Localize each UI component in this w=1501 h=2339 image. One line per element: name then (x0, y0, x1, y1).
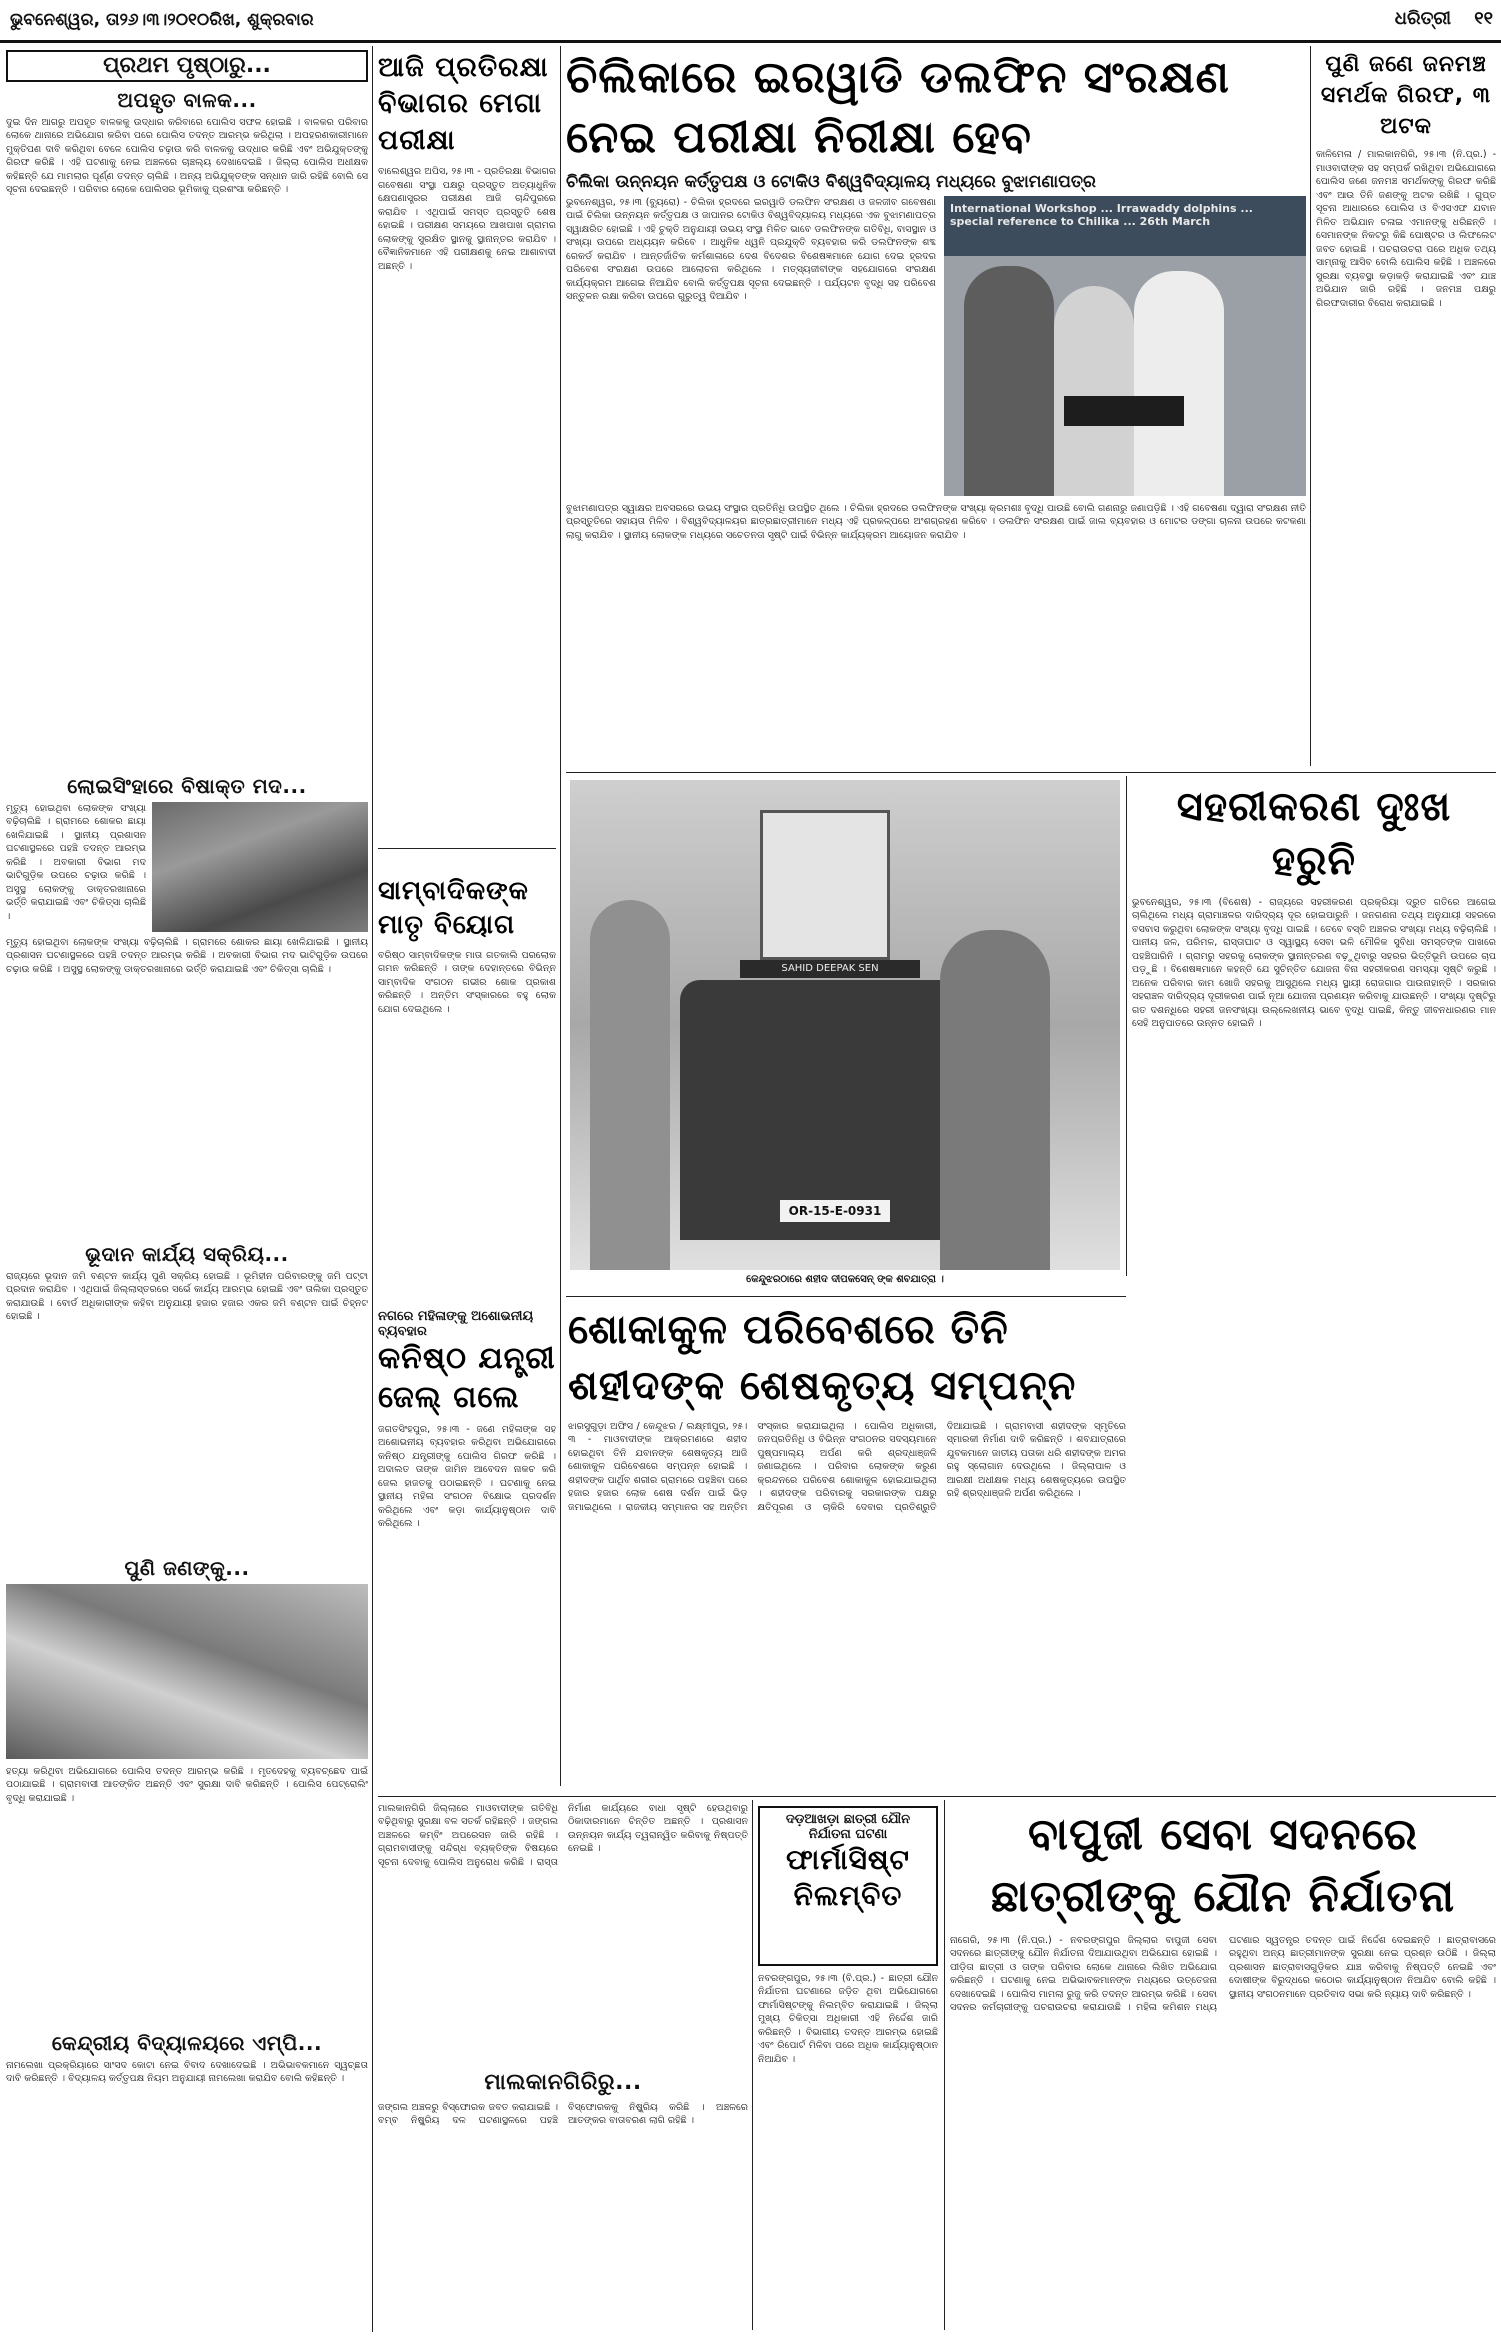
pharmacist-box (758, 1806, 938, 1966)
masthead (0, 0, 1501, 44)
funeral-photo (570, 780, 1120, 1270)
malkangiri-body: ଜଙ୍ଗଲ ଅଞ୍ଚଳରୁ ବିସ୍ଫୋରକ ଜବତ କରାଯାଇଛି । ବମ୍ବ ନିଷ୍କ୍ରିୟ ଦଳ ଘଟଣାସ୍ଥଳରେ ପହଞ୍ଚି ବିସ୍ଫୋରକକୁ ନିଷ୍କ୍ରିୟ କରିଛି । ଅଞ୍ଚଳରେ ଆତଙ୍କର ବାତାବରଣ ଲାଗି ରହିଛି । (378, 2102, 748, 2127)
crowd-left (590, 900, 670, 1270)
poison-liquor-row (6, 802, 368, 932)
bapuji-body: ନାଗେରି, ୨୫।୩ (ନି.ପ୍ର.) - ନବରଙ୍ଗପୁର ଜିଲ୍ଲାର ବାପୁଜୀ ସେବା ସଦନରେ ଛାତ୍ରୀଙ୍କୁ ଯୌନ ନିର୍ଯାତନା ଦିଆଯାଉଥିବା ଅଭିଯୋଗ ହୋଇଛି । ପୀଡ଼ିତା ଛାତ୍ରୀ ଓ ତାଙ୍କ ପରିବାର ଲୋକେ ଥାନାରେ ଲିଖିତ ଅଭିଯୋଗ କରିଛନ୍ତି । ଘଟଣାକୁ ନେଇ ଅଭିଭାବକମାନଙ୍କ ମଧ୍ୟରେ ଉତ୍ତେଜନା ଦେଖାଦେଇଛି । ପୋଲିସ ମାମଲା ରୁଜୁ କରି ତଦନ୍ତ ଆରମ୍ଭ କରିଛି । ସେବା ସଦନର କର୍ମଚାରୀଙ୍କୁ ପଚରାଉଚରା କରାଯାଉଛି । ମହିଳା କମିଶନ ମଧ୍ୟ ଘଟଣାର ସ୍ୱତନ୍ତ୍ର ତଦନ୍ତ ପାଇଁ ନିର୍ଦ୍ଦେଶ ଦେଇଛନ୍ତି । ଛାତ୍ରାବାସରେ ରହୁଥିବା ଅନ୍ୟ ଛାତ୍ରୀମାନଙ୍କ ସୁରକ୍ଷା ନେଇ ପ୍ରଶ୍ନ ଉଠିଛି । ଜିଲ୍ଲା ପ୍ରଶାସନ ଛାତ୍ରାବାସଗୁଡ଼ିକର ଯାଞ୍ଚ କରିବାକୁ ନିଷ୍ପତ୍ତି ନେଇଛି ଏବଂ ଦୋଷୀଙ୍କ ବିରୁଦ୍ଧରେ କଠୋର କାର୍ଯ୍ୟାନୁଷ୍ଠାନ ନିଆଯିବ ବୋଲି କହିଛି । ସ୍ଥାନୀୟ ସଂଗଠନମାନେ ପ୍ରତିବାଦ ସଭା କରି ନ୍ୟାୟ ଦାବି କରିଛନ୍ତି । (950, 1935, 1496, 2014)
front-page-continued-title: ପ୍ରଥମ ପୃଷ୍ଠାରୁ... (6, 50, 368, 82)
janamanch-body: କାଳିମେଳା / ମାଲକାନଗିରି, ୨୫।୩ (ନି.ପ୍ର.) - ମାଓବାଦୀଙ୍କ ସହ ସମ୍ପର୍କ ରଖିଥିବା ଅଭିଯୋଗରେ ପୋଲିସ ଜଣେ ଜନମଞ୍ଚ ସମର୍ଥକଙ୍କୁ ଗିରଫ କରିଛି ଏବଂ ଆଉ ତିନି ଜଣଙ୍କୁ ଅଟକ ରଖିଛି । ଗୁପ୍ତ ସୂଚନା ଆଧାରରେ ପୋଲିସ ଓ ବିଏସଏଫ ଯବାନ ମିଳିତ ଅଭିଯାନ ଚଳାଇ ଏମାନଙ୍କୁ ଧରିଛନ୍ତି । ସେମାନଙ୍କ ନିକଟରୁ କିଛି ପୋଷ୍ଟର ଓ ଲିଫଲେଟ ଜବତ ହୋଇଛି । ପଚରାଉଚରା ପରେ ଅଧିକ ତଥ୍ୟ ସାମ୍ନାକୁ ଆସିବ ବୋଲି ପୋଲିସ କହିଛି । ଅଞ୍ଚଳରେ ସୁରକ୍ଷା ବ୍ୟବସ୍ଥା କଡ଼ାକଡ଼ି କରାଯାଇଛି ଏବଂ ଯାଞ୍ଚ ଅଭିଯାନ ଜାରି ରହିଛି । ଜନମଞ୍ଚ ପକ୍ଷରୁ ଗିରଫଦାରୀର ବିରୋଧ କରାଯାଇଛି । (1316, 149, 1496, 309)
rule-col2 (378, 848, 556, 849)
bapuji-headline-line-1: ବାପୁଜୀ ସେବା ସଦନରେ (1027, 1809, 1419, 1860)
pharmacist-kicker: ଦଡ଼ଆଖଡ଼ା ଛାତ୍ରୀ ଯୌନ ନିର୍ଯାତନା ଘଟଣା (785, 1812, 911, 1842)
journalist-mother-body: ବରିଷ୍ଠ ସାମ୍ବାଦିକଙ୍କ ମାତା ଗତକାଲି ପରଲୋକ ଗମନ କରିଛନ୍ତି । ତାଙ୍କ ଦେହାନ୍ତରେ ବିଭିନ୍ନ ସାମ୍ବାଦିକ ସଂଗଠନ ଗଭୀର ଶୋକ ପ୍ରକାଶ କରିଛନ୍ତି । ଅନ୍ତିମ ସଂସ୍କାରରେ ବହୁ ଲୋକ ଯୋଗ ଦେଇଥିଲେ । (378, 949, 556, 1015)
janamanch-headline: ପୁଣି ଜଣେ ଜନମଞ୍ଚ ସମର୍ଥକ ଗିରଫ, ୩ ଅଟକ (1320, 52, 1492, 139)
rule-v5 (752, 1800, 753, 2330)
kv-mp-heading: କେନ୍ଦ୍ରୀୟ ବିଦ୍ୟାଳୟରେ ଏମ୍ପି... (51, 2031, 323, 2055)
martyrs-story (568, 1302, 1126, 1792)
journalist-mother-headline: ସାମ୍ବାଦିକଙ୍କ ମାତୃ ବିୟୋଗ (378, 876, 529, 941)
defence-test-headline: ଆଜି ପ୍ରତିରକ୍ଷା ବିଭାଗର ମେଗା ପରୀକ୍ଷା (378, 52, 549, 156)
abducted-boy-body: ଦୁଇ ଦିନ ଆଗରୁ ଅପହୃତ ବାଳକକୁ ଉଦ୍ଧାର କରିବାରେ ପୋଲିସ ସଫଳ ହୋଇଛି । ବାଳକର ପରିବାର ଲୋକେ ଥାନାରେ ଅଭିଯୋଗ କରିବା ପରେ ପୋଲିସ ତଦନ୍ତ ଆରମ୍ଭ କରିଥିଲା । ଅପହରଣକାରୀମାନେ ମୁକ୍ତିପଣ ଦାବି କରିଥିବା ବେଳେ ପୋଲିସ ଚଢ଼ାଉ କରି ବାଳକକୁ ଉଦ୍ଧାର କରିଛି ଏବଂ ଅଭିଯୁକ୍ତଙ୍କୁ ଗିରଫ କରିଛି । ଏହି ଘଟଣାକୁ ନେଇ ଅଞ୍ଚଳରେ ଚାଞ୍ଚଲ୍ୟ ଦେଖାଦେଇଛି । ଜିଲ୍ଲା ପୋଲିସ ଅଧୀକ୍ଷକ କହିଛନ୍ତି ଯେ ମାମଲାର ପୂର୍ଣ୍ଣ ତଦନ୍ତ ଚାଲିଛି । ଅନ୍ୟ ଅଭିଯୁକ୍ତଙ୍କ ସନ୍ଧାନ ଜାରି ରହିଛି ବୋଲି ସେ ସୂଚନା ଦେଇଛନ୍ତି । ପରିବାର ଲୋକେ ପୋଲିସର ଭୂମିକାକୁ ପ୍ରଶଂସା କରିଛନ୍ତି । (6, 117, 368, 196)
poison-liquor-body: ମୃତ୍ୟୁ ହୋଇଥିବା ଲୋକଙ୍କ ସଂଖ୍ୟା ବଢ଼ିଚାଲିଛି । ଗ୍ରାମରେ ଶୋକର ଛାୟା ଖେଳିଯାଇଛି । ସ୍ଥାନୀୟ ପ୍ରଶାସନ ଘଟଣାସ୍ଥଳରେ ପହଞ୍ଚି ତଦନ୍ତ ଆରମ୍ଭ କରିଛି । ଅବକାରୀ ବିଭାଗ ମଦ ଭାଟିଗୁଡ଼ିକ ଉପରେ ଚଢ଼ାଉ କରିଛି । ଅସୁସ୍ଥ ଲୋକଙ୍କୁ ଡାକ୍ତରଖାନାରେ ଭର୍ତ୍ତି କରାଯାଇଛି ଏବଂ ଚିକିତ୍ସା ଚାଲିଛି । (6, 803, 146, 922)
lead-headline-line-1: ଚିଲିକାରେ ଇରୱାଡି ଡଲଫିନ ସଂରକ୍ଷଣ (566, 52, 1230, 103)
rule-h-funeral (566, 1296, 1126, 1297)
rule-h-bottom (378, 1796, 1496, 1797)
bapuji-headline-line-2: ଛାତ୍ରୀଙ୍କୁ ଯୌନ ନିର୍ଯାତନା (990, 1871, 1456, 1922)
engineer-body: ଜଗତସିଂହପୁର, ୨୫।୩ - ଜଣେ ମହିଳାଙ୍କ ସହ ଅଶୋଭନୀୟ ବ୍ୟବହାର କରିଥିବା ଅଭିଯୋଗରେ କନିଷ୍ଠ ଯନ୍ତ୍ରୀଙ୍କୁ ପୋଲିସ ଗିରଫ କରିଛି । ଅଦାଲତ ତାଙ୍କ ଜାମିନ ଆବେଦନ ନାକଚ କରି ଜେଲ ହାଜତକୁ ପଠାଇଛନ୍ତି । ଘଟଣାକୁ ନେଇ ସ୍ଥାନୀୟ ମହିଳା ସଂଗଠନ ବିକ୍ଷୋଭ ପ୍ରଦର୍ଶନ କରିଥିଲେ ଏବଂ କଡ଼ା କାର୍ଯ୍ୟାନୁଷ୍ଠାନ ଦାବି କରିଥିଲେ । (378, 1423, 556, 1530)
liquor-photo (152, 802, 368, 932)
bottom-middle-body: ମାଲକାନଗିରି ଜିଲ୍ଲାରେ ମାଓବାଦୀଙ୍କ ଗତିବିଧି ବଢ଼ିଥିବାରୁ ସୁରକ୍ଷା ବଳ ସତର୍କ ରହିଛନ୍ତି । ଜଙ୍ଗଲ ଅଞ୍ଚଳରେ କମ୍ବିଂ ଅପରେସନ ଜାରି ରହିଛି । ଗ୍ରାମବାସୀଙ୍କୁ ସନ୍ଦିଗ୍ଧ ବ୍ୟକ୍ତିଙ୍କ ବିଷୟରେ ସୂଚନା ଦେବାକୁ ପୋଲିସ ଅନୁରୋଧ କରିଛି । ରାସ୍ତା ନିର୍ମାଣ କାର୍ଯ୍ୟରେ ବାଧା ସୃଷ୍ଟି ହେଉଥିବାରୁ ଠିକାଦାରମାନେ ଚିନ୍ତିତ ଅଛନ୍ତି । ପ୍ରଶାସନ ଉନ୍ନୟନ କାର୍ଯ୍ୟ ତ୍ୱରାନ୍ୱିତ କରିବାକୁ ନିଷ୍ପତ୍ତି ନେଇଛି । (378, 1803, 748, 1868)
pharmacist-headline: ଫାର୍ମାସିଷ୍ଟ ନିଲମ୍ବିତ (786, 1843, 910, 1913)
mou-photo (944, 196, 1306, 496)
urbanization-headline: ସହରୀକରଣ ଦୁଃଖ ହରୁନି (1176, 784, 1452, 884)
martyrs-body: ଝାରସୁଗୁଡ଼ା ଅଫିସ / କେନ୍ଦୁଝର / ଲକ୍ଷ୍ମୀପୁର, ୨୫।୩ - ମାଓବାଦୀଙ୍କ ଆକ୍ରମଣରେ ଶହୀଦ ହୋଇଥିବା ତିନି ଯବାନଙ୍କ ଶେଷକୃତ୍ୟ ଆଜି ଶୋକାକୁଳ ପରିବେଶରେ ସମ୍ପନ୍ନ ହୋଇଛି । ଶହୀଦଙ୍କ ପାର୍ଥିବ ଶରୀର ଗ୍ରାମରେ ପହଞ୍ଚିବା ପରେ ହଜାର ହଜାର ଲୋକ ଶେଷ ଦର୍ଶନ ପାଇଁ ଭିଡ଼ ଜମାଇଥିଲେ । ରାଜକୀୟ ସମ୍ମାନର ସହ ଅନ୍ତିମ ସଂସ୍କାର କରାଯାଇଥିଲା । ପୋଲିସ ଅଧିକାରୀ, ଜନପ୍ରତିନିଧି ଓ ବିଭିନ୍ନ ସଂଗଠନର ସଦସ୍ୟମାନେ ପୁଷ୍ପମାଲ୍ୟ ଅର୍ପଣ କରି ଶ୍ରଦ୍ଧାଞ୍ଜଳି ଜଣାଇଥିଲେ । ପରିବାର ଲୋକଙ୍କ କରୁଣ କ୍ରନ୍ଦନରେ ପରିବେଶ ଶୋକାକୁଳ ହୋଇଯାଇଥିଲା । ଶହୀଦଙ୍କ ପରିବାରକୁ ସରକାରଙ୍କ ପକ୍ଷରୁ କ୍ଷତିପୂରଣ ଓ ଚାକିରି ଦେବାର ପ୍ରତିଶ୍ରୁତି ଦିଆଯାଇଛି । ଗ୍ରାମବାସୀ ଶହୀଦଙ୍କ ସ୍ମୃତିରେ ସ୍ମାରକୀ ନିର୍ମାଣ ଦାବି କରିଛନ୍ତି । ଶବଯାତ୍ରାରେ ଯୁବକମାନେ ଜାତୀୟ ପତାକା ଧରି ଶହୀଦଙ୍କ ଅମର ରହୁ ସ୍ଲୋଗାନ ଦେଉଥିଲେ । ଜିଲ୍ଲାପାଳ ଓ ଆରକ୍ଷୀ ଅଧୀକ୍ଷକ ମଧ୍ୟ ଶେଷକୃତ୍ୟରେ ଉପସ୍ଥିତ ରହି ଶ୍ରଦ୍ଧାଞ୍ଜଳି ଅର୍ପଣ କରିଥିଲେ । (568, 1421, 1126, 1513)
masthead-rule (0, 40, 1501, 43)
bottom-middle (378, 1802, 748, 2330)
rule-v4 (1126, 776, 1127, 1276)
poison-liquor-heading: ଲୋଇସିଂହାରେ ବିଷାକ୍ତ ମଦ... (67, 774, 307, 798)
rule-v1 (372, 46, 373, 2332)
number-plate: OR-15-E-0931 (780, 1200, 890, 1222)
document-folder (1064, 396, 1184, 426)
one-more-body: ହତ୍ୟା କରିଥିବା ଅଭିଯୋଗରେ ପୋଲିସ ତଦନ୍ତ ଆରମ୍ଭ କରିଛି । ମୃତଦେହକୁ ବ୍ୟବଚ୍ଛେଦ ପାଇଁ ପଠାଯାଇଛି । ଗ୍ରାମବାସୀ ଆତଙ୍କିତ ଅଛନ୍ତି ଏବଂ ସୁରକ୍ଷା ଦାବି କରିଛନ୍ତି । ପୋଲିସ ପେଟ୍ରୋଲିଂ ବୃଦ୍ଧି କରାଯାଇଛି । (6, 1766, 368, 1804)
page-number: ୧୧ (1474, 8, 1493, 29)
funeral-caption: କେନ୍ଦୁଝରଠାରେ ଶହୀଦ ଦୀପକସେନ୍ ଙ୍କ ଶବଯାତ୍ରା । (746, 1274, 944, 1285)
rule-v2 (560, 46, 561, 1786)
left-column (6, 50, 368, 2330)
urbanization-story (1132, 780, 1496, 1790)
column-2 (378, 50, 556, 1790)
vehicle-banner: SAHID DEEPAK SEN (740, 960, 920, 978)
engineer-kicker: ନଗରେ ମହିଳାଙ୍କୁ ଅଶୋଭନୀୟ ବ୍ୟବହାର (378, 1308, 534, 1339)
malkangiri-heading: ମାଲକାନଗିରିରୁ... (484, 2070, 642, 2095)
rule-v6 (944, 1800, 945, 2330)
workshop-banner: International Workshop ... Irrawaddy dolphins ... special reference to Chilika ... 26th March (944, 196, 1306, 256)
martyrs-headline-line-2: ଶହୀଦଙ୍କ ଶେଷକୃତ୍ୟ ସମ୍ପନ୍ନ (568, 1363, 1077, 1409)
engineer-headline: କନିଷ୍ଠ ଯନ୍ତ୍ରୀ ଜେଲ୍ ଗଲେ (378, 1340, 556, 1415)
lead-story (566, 48, 1306, 768)
martyr-portrait (760, 810, 890, 960)
person-3 (1134, 271, 1224, 496)
crowd-person (940, 930, 1050, 1270)
dateline: ଭୁବନେଶ୍ୱର, ତା୨୬।୩।୨୦୧୦ରିଖ, ଶୁକ୍ରବାର (10, 10, 314, 30)
lead-body: ଭୁବନେଶ୍ୱର, ୨୫।୩ (ବ୍ୟୁରୋ) - ଚିଲିକା ହ୍ରଦରେ ଇରୱାଡି ଡଲଫିନ ସଂରକ୍ଷଣ ଓ ଜଳଜୀବ ଗବେଷଣା ପାଇଁ ଚିଲିକା ଉନ୍ନୟନ କର୍ତ୍ତୃପକ୍ଷ ଓ ଜାପାନର ଟୋକିଓ ବିଶ୍ୱବିଦ୍ୟାଳୟ ମଧ୍ୟରେ ଏକ ବୁଝାମଣାପତ୍ର ସ୍ୱାକ୍ଷରିତ ହୋଇଛି । ଏହି ଚୁକ୍ତି ଅନୁଯାୟୀ ଉଭୟ ସଂସ୍ଥା ମିଳିତ ଭାବେ ଡଲଫିନଙ୍କ ଗତିବିଧି, ବାସସ୍ଥାନ ଓ ସଂଖ୍ୟା ଉପରେ ଅଧ୍ୟୟନ କରିବେ । ଆଧୁନିକ ଧ୍ୱନି ପ୍ରଯୁକ୍ତି ବ୍ୟବହାର କରି ଡଲଫିନଙ୍କ ଶବ୍ଦ ରେକର୍ଡ କରାଯିବ । ଆନ୍ତର୍ଜାତିକ କର୍ମଶାଳାରେ ଦେଶ ବିଦେଶର ବିଶେଷଜ୍ଞମାନେ ଯୋଗ ଦେଇ ହ୍ରଦର ପରିବେଶ ସଂରକ୍ଷଣ ଉପରେ ଆଲୋଚନା କରିଥିଲେ । ମତ୍ସ୍ୟଜୀବୀଙ୍କ ସହଯୋଗରେ ସଂରକ୍ଷଣ କାର୍ଯ୍ୟକ୍ରମ ଆଗେଇ ନିଆଯିବ ବୋଲି କର୍ତ୍ତୃପକ୍ଷ ସୂଚନା ଦେଇଛନ୍ତି । ପର୍ଯ୍ୟଟନ ବୃଦ୍ଧି ସହ ପରିବେଶ ସନ୍ତୁଳନ ରକ୍ଷା କରିବା ଉପରେ ଗୁରୁତ୍ୱ ଦିଆଯିବ । (566, 197, 936, 303)
martyrs-headline-line-1: ଶୋକାକୁଳ ପରିବେଶରେ ତିନି (568, 1307, 1009, 1353)
rule-h-lead (566, 772, 1496, 773)
bapuji-story (950, 1804, 1496, 2330)
bhoodan-body: ରାଜ୍ୟରେ ଭୂଦାନ ଜମି ବଣ୍ଟନ କାର୍ଯ୍ୟ ପୁଣି ସକ୍ରିୟ ହୋଇଛି । ଭୂମିହୀନ ପରିବାରଙ୍କୁ ଜମି ପଟ୍ଟା ପ୍ରଦାନ କରାଯିବ । ଏଥିପାଇଁ ଜିଲ୍ଲାସ୍ତରରେ ସର୍ଭେ କାର୍ଯ୍ୟ ଆରମ୍ଭ ହୋଇଛି ଏବଂ ତାଲିକା ପ୍ରସ୍ତୁତ କରାଯାଉଛି । ବୋର୍ଡ ଅଧିକାରୀଙ୍କ କହିବା ଅନୁଯାୟୀ ହଜାର ହଜାର ଏକର ଜମି ବଣ୍ଟନ ପାଇଁ ଚିହ୍ନଟ ହୋଇଛି । (6, 1271, 368, 1323)
person-1 (964, 266, 1054, 496)
one-more-heading: ପୁଣି ଜଣଙ୍କୁ... (124, 1556, 250, 1580)
person-2 (1054, 286, 1134, 496)
defence-test-body: ବାଲେଶ୍ୱର ଅପିସ, ୨୫।୩ - ପ୍ରତିରକ୍ଷା ବିଭାଗର ଗବେଷଣା ସଂସ୍ଥା ପକ୍ଷରୁ ପ୍ରସ୍ତୁତ ଅତ୍ୟାଧୁନିକ କ୍ଷେପଣାସ୍ତ୍ରର ପରୀକ୍ଷଣ ଆଜି ଚାନ୍ଦିପୁରରେ କରାଯିବ । ଏଥିପାଇଁ ସମସ୍ତ ପ୍ରସ୍ତୁତି ଶେଷ ହୋଇଛି । ପରୀକ୍ଷଣ ସମୟରେ ଆଖପାଖ ଗ୍ରାମର ଲୋକଙ୍କୁ ସୁରକ୍ଷିତ ସ୍ଥାନକୁ ସ୍ଥାନାନ୍ତର କରାଯିବ । ବୈଜ୍ଞାନିକମାନେ ଏହି ପରୀକ୍ଷଣକୁ ନେଇ ଆଶାବାଦୀ ଅଛନ୍ତି । (378, 166, 556, 272)
right-top-story (1316, 50, 1496, 770)
kv-mp-body: ନାମଲେଖା ପ୍ରକ୍ରିୟାରେ ସାଂସଦ କୋଟା ନେଇ ବିବାଦ ଦେଖାଦେଇଛି । ଅଭିଭାବକମାନେ ସ୍ୱଚ୍ଛତା ଦାବି କରିଛନ୍ତି । ବିଦ୍ୟାଳୟ କର୍ତ୍ତୃପକ୍ଷ ନିୟମ ଅନୁଯାୟୀ ନାମଲେଖା କରାଯିବ ବୋଲି କହିଛନ୍ତି । (6, 2060, 368, 2085)
poison-liquor-body-cont: ମୃତ୍ୟୁ ହୋଇଥିବା ଲୋକଙ୍କ ସଂଖ୍ୟା ବଢ଼ିଚାଲିଛି । ଗ୍ରାମରେ ଶୋକର ଛାୟା ଖେଳିଯାଇଛି । ସ୍ଥାନୀୟ ପ୍ରଶାସନ ଘଟଣାସ୍ଥଳରେ ପହଞ୍ଚି ତଦନ୍ତ ଆରମ୍ଭ କରିଛି । ଅବକାରୀ ବିଭାଗ ମଦ ଭାଟିଗୁଡ଼ିକ ଉପରେ ଚଢ଼ାଉ କରିଛି । ଅସୁସ୍ଥ ଲୋକଙ୍କୁ ଡାକ୍ତରଖାନାରେ ଭର୍ତ୍ତି କରାଯାଇଛି ଏବଂ ଚିକିତ୍ସା ଚାଲିଛି । (6, 937, 368, 975)
lead-headline-line-2: ନେଇ ପରୀକ୍ଷା ନିରୀକ୍ଷା ହେବ (566, 112, 1032, 163)
bhoodan-heading: ଭୂଦାନ କାର୍ଯ୍ୟ ସକ୍ରିୟ... (85, 1242, 289, 1266)
abducted-boy-heading: ଅପହୃତ ବାଳକ... (117, 88, 257, 112)
crime-photo (6, 1584, 368, 1759)
lead-body-continued: ବୁଝାମଣାପତ୍ର ସ୍ୱାକ୍ଷର ଅବସରରେ ଉଭୟ ସଂସ୍ଥାର ପ୍ରତିନିଧି ଉପସ୍ଥିତ ଥିଲେ । ଚିଲିକା ହ୍ରଦରେ ଡଲଫିନଙ୍କ ସଂଖ୍ୟା କ୍ରମଶଃ ବୃଦ୍ଧି ପାଉଛି ବୋଲି ଗଣନାରୁ ଜଣାପଡ଼ିଛି । ଏହି ଗବେଷଣା ଦ୍ୱାରା ସଂରକ୍ଷଣ ନୀତି ପ୍ରସ୍ତୁତିରେ ସହାୟତା ମିଳିବ । ବିଶ୍ୱବିଦ୍ୟାଳୟର ଛାତ୍ରଛାତ୍ରୀମାନେ ମଧ୍ୟ ଏହି ପ୍ରକଳ୍ପରେ ଅଂଶଗ୍ରହଣ କରିବେ । ଡଲଫିନ ସଂରକ୍ଷଣ ପାଇଁ ଜାଲ ବ୍ୟବହାର ଓ ମୋଟର ଡଙ୍ଗା ଚାଳନା ଉପରେ କଟକଣା ଲାଗୁ କରାଯିବ । ସ୍ଥାନୀୟ ଲୋକଙ୍କ ମଧ୍ୟରେ ସଚେତନତା ସୃଷ୍ଟି ପାଇଁ ବିଭିନ୍ନ କାର୍ଯ୍ୟକ୍ରମ ଆୟୋଜନ କରାଯିବ । (566, 503, 1306, 541)
paper-name: ଧରିତ୍ରୀ (1394, 8, 1451, 29)
rule-v3 (1310, 46, 1311, 766)
urbanization-body: ଭୁବନେଶ୍ୱର, ୨୫।୩ (ବିଶେଷ) - ରାଜ୍ୟରେ ସହରୀକରଣ ପ୍ରକ୍ରିୟା ଦ୍ରୁତ ଗତିରେ ଆଗେଇ ଚାଲିଥିଲେ ମଧ୍ୟ ଗ୍ରାମାଞ୍ଚଳର ଦାରିଦ୍ର୍ୟ ଦୂର ହୋଇପାରୁନି । ଜନଗଣନା ତଥ୍ୟ ଅନୁଯାୟୀ ସହରରେ ବସବାସ କରୁଥିବା ଲୋକଙ୍କ ସଂଖ୍ୟା ବୃଦ୍ଧି ପାଇଛି । ତେବେ ବସ୍ତି ଅଞ୍ଚଳର ସଂଖ୍ୟା ମଧ୍ୟ ବଢ଼ିଚାଲିଛି । ପାନୀୟ ଜଳ, ପରିମଳ, ରାସ୍ତାଘାଟ ଓ ସ୍ୱାସ୍ଥ୍ୟ ସେବା ଭଳି ମୌଳିକ ସୁବିଧା ସମସ୍ତଙ୍କ ପାଖରେ ପହଞ୍ଚିପାରିନି । ଗ୍ରାମରୁ ସହରକୁ ଲୋକଙ୍କ ସ୍ଥାନାନ୍ତରଣ ବଢ଼ୁଥିବାରୁ ସହରର ଭିତ୍ତିଭୂମି ଉପରେ ଚାପ ପଡ଼ୁଛି । ବିଶେଷଜ୍ଞମାନେ କହନ୍ତି ଯେ ସୁଚିନ୍ତିତ ଯୋଜନା ବିନା ସହରୀକରଣ ସମସ୍ୟା ସୃଷ୍ଟି କରୁଛି । ଅନେକ ପରିବାର କାମ ଖୋଜି ସହରକୁ ଆସୁଥିଲେ ମଧ୍ୟ ସ୍ଥାୟୀ ରୋଜଗାର ପାଉନାହାନ୍ତି । ସରକାର ସହରାଞ୍ଚଳ ଦାରିଦ୍ର୍ୟ ଦୂରୀକରଣ ପାଇଁ ନୂଆ ଯୋଜନା ପ୍ରଣୟନ କରିବାକୁ ଯାଉଛନ୍ତି । ସଂଖ୍ୟା ଦୃଷ୍ଟିରୁ ଗତ ଦଶନ୍ଧିରେ ସହରୀ ଜନସଂଖ୍ୟା ଉଲ୍ଲେଖନୀୟ ଭାବେ ବୃଦ୍ଧି ପାଇଛି, କିନ୍ତୁ ଜୀବନଧାରଣର ମାନ ସେହି ଅନୁପାତରେ ଉନ୍ନତ ହୋଇନି । (1132, 897, 1496, 1030)
lead-subhead: ଚିଲିକା ଉନ୍ନୟନ କର୍ତ୍ତୃପକ୍ଷ ଓ ଟୋକିଓ ବିଶ୍ୱବିଦ୍ୟାଳୟ ମଧ୍ୟରେ ବୁଝାମଣାପତ୍ର (566, 172, 1096, 192)
pharmacist-body: ନବରଙ୍ଗପୁର, ୨୫।୩ (ବି.ପ୍ର.) - ଛାତ୍ରୀ ଯୌନ ନିର୍ଯାତନା ଘଟଣାରେ ଜଡ଼ିତ ଥିବା ଅଭିଯୋଗରେ ଫାର୍ମାସିଷ୍ଟଙ୍କୁ ନିଲମ୍ବିତ କରାଯାଇଛି । ଜିଲ୍ଲା ମୁଖ୍ୟ ଚିକିତ୍ସା ଅଧିକାରୀ ଏହି ନିର୍ଦ୍ଦେଶ ଜାରି କରିଛନ୍ତି । ବିଭାଗୀୟ ତଦନ୍ତ ଆରମ୍ଭ ହୋଇଛି ଏବଂ ରିପୋର୍ଟ ମିଳିବା ପରେ ଅଧିକ କାର୍ଯ୍ୟାନୁଷ୍ଠାନ ନିଆଯିବ । (758, 1973, 938, 2065)
lead-top-row (566, 196, 1306, 496)
